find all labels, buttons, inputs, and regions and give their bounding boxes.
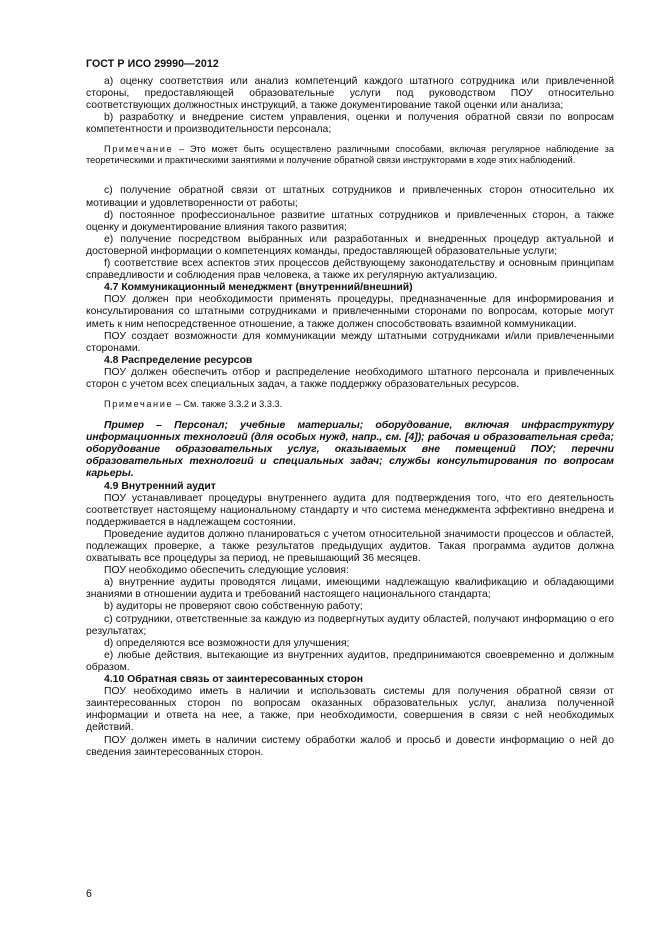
note-label: Примечание xyxy=(104,399,174,410)
document-page xyxy=(86,58,614,759)
page-number: 6 xyxy=(86,888,92,900)
list-item-c: c) получение обратной связи от штатных сотрудников и привлеченных сторон относительно их мотивации и удовлетворенности от работы; xyxy=(86,185,614,209)
list-item-d: d) постоянное профессиональное развитие штатных сотрудников и привлеченных сторон, а также оценку и документирование влияния такого развития; xyxy=(86,209,614,233)
paragraph: ПОУ создает возможности для коммуникации между штатными сотрудниками и/или привлеченными сторонами. xyxy=(86,330,614,354)
paragraph: Проведение аудитов должно планироваться с учетом относительной значимости процессов и областей, подлежащих проверке, а также результатов предыдущих аудитов. Такая программа аудитов должна охватывать все процедуры за период, не превышающий 36 месяцев. xyxy=(86,528,614,565)
paragraph: ПОУ устанавливает процедуры внутреннего аудита для подтверждения того, что его деятельность соответствует настоящему национальному стандарту и что система менеджмента эффективно внедрена и поддерживается в надлежащем состоянии. xyxy=(86,492,614,528)
example-paragraph: Пример – Персонал; учебные материалы; оборудование, включая инфраструктуру информационных технологий (для особых нужд, напр., см. [4]); рабочая и образовательная среда; оборудование образовательных услуг, оказываемых вне помещений ПОУ; перечни образовательных технологий и специальных задач; службы консультирования по вопросам карьеры. xyxy=(86,420,614,480)
note-label: Примечание xyxy=(104,144,174,155)
section-heading-4-7: 4.7 Коммуникационный менеджмент (внутренний/внешний) xyxy=(104,282,413,294)
paragraph: ПОУ необходимо обеспечить следующие условия: xyxy=(104,565,349,577)
note-text: – См. также 3.3.2 и 3.3.3. xyxy=(173,399,283,410)
list-item-e: e) получение посредством выбранных или разработанных и внедренных процедур актуальной и достоверной информации о компетенциях команды, предоставляющей образовательные услуги; xyxy=(86,233,614,257)
paragraph: ПОУ необходимо иметь в наличии и использовать системы для получения обратной связи от заинтересованных сторон по вопросам оказанных образовательных услуг, анализа полученной информации и ответа на нее, а также, при необходимости, совершения в связи с ней необходимых действий. xyxy=(86,686,614,734)
note-2 xyxy=(86,399,614,410)
section-heading-4-9: 4.9 Внутренний аудит xyxy=(104,480,216,492)
note-text: – Это может быть осуществлено различными способами, включая регулярное наблюдение за теоретическими и практическими занятиями и получение обратной связи инструкторами в ходе этих наблюдений. xyxy=(86,144,614,166)
section-heading-4-8: 4.8 Распределение ресурсов xyxy=(104,354,253,366)
list-item-f: f) соответствие всех аспектов этих процессов действующему законодательству и основным принципам справедливости и соблюдения прав человека, а также их регулярную актуализацию. xyxy=(86,258,614,282)
list-item: e) любые действия, вытекающие из внутренних аудитов, предпринимаются своевременно и должным образом. xyxy=(86,649,614,673)
paragraph: ПОУ должен при необходимости применять процедуры, предназначенные для информирования и консультирования со штатными сотрудниками и привлеченными сторонами по вопросам, которые могут иметь к ним непосредственное отношение, а также должен способствовать взаимной коммуникации. xyxy=(86,294,614,330)
list-item: c) сотрудники, ответственные за каждую из подвергнутых аудиту областей, получают информацию о его результатах; xyxy=(86,613,614,637)
paragraph: ПОУ должен обеспечить отбор и распределение необходимого штатного персонала и привлеченных сторон с учетом всех специальных задач, а также поддержку образовательных ресурсов. xyxy=(86,366,614,390)
paragraph: ПОУ должен иметь в наличии систему обработки жалоб и просьб и довести информацию о ней до сведения заинтересованных сторон. xyxy=(86,734,614,758)
document-header: ГОСТ Р ИСО 29990—2012 xyxy=(86,58,219,70)
list-item: d) определяются все возможности для улучшения; xyxy=(104,637,350,649)
list-item: a) внутренние аудиты проводятся лицами, имеющими надлежащую квалификацию и обладающими знаниями в отношении аудита и требований настоящего национального стандарта; xyxy=(86,577,614,601)
list-item-b: b) разработку и внедрение систем управления, оценки и получения обратной связи по вопросам компетентности и производительности персонала; xyxy=(86,112,614,136)
list-item-a: a) оценку соответствия или анализ компетенций каждого штатного сотрудника или привлеченной стороны, предоставляющей образовательные услуги под руководством ПОУ относительно соответствующих должностных инструкций, а также документирование такой оценки или анализа; xyxy=(86,76,614,112)
note-1 xyxy=(86,144,614,166)
section-heading-4-10: 4.10 Обратная связь от заинтересованных сторон xyxy=(104,674,364,686)
list-item: b) аудиторы не проверяют свою собственную работу; xyxy=(104,601,363,613)
